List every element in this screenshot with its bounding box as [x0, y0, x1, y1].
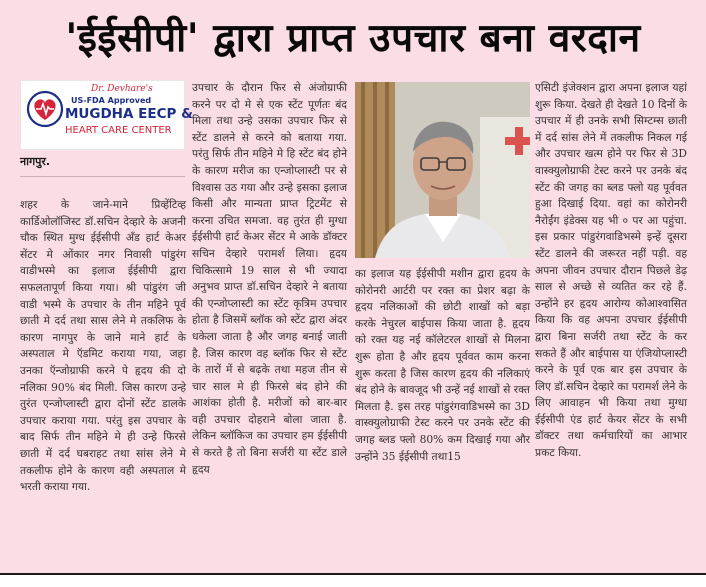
logo-doctor-name: Dr. Devhare's — [91, 84, 153, 94]
article-column-3 — [355, 266, 530, 465]
article-column-2 — [192, 80, 347, 478]
center-logo — [20, 80, 193, 150]
column-3-text: का इलाज यह ईईसीपी मशीन द्वारा हृदय के कोरोनरी आर्टरी पर रक्त का प्रेशर बढ़ा के हृदय नलिकाओं की छोटी शाखों को बड़ा करके नेचुरल बाईपास किया जाता है. हृदय को रक्त यह नई कॉलेटरल शाखों से मिलना शुरू होता है और हृदय पूर्ववत काम करना शुरू करता है जिस कारण हृदय की नलिकाएं बंद होने के बावजूद भी उन्हें नई शाखों से रक्त मिलता है. इस तरह पांडुरंगवाडिभस्मे का 3D वास्क्युलोग्राफी टेस्ट करने पर उनके स्टेंट की जगह ब्लड फ्लो 80% कम दिखाई गया और उन्होंने 35 ईईसीपी तथा15 — [355, 267, 530, 463]
page-footer-strip — [0, 573, 706, 587]
divider — [20, 176, 185, 177]
logo-brand-name: MUGDHA EECP & — [65, 106, 193, 122]
column-2-text: उपचार के दौरान फिर से अंजोग्राफी करने पर दो मे से एक स्टेंट पूर्णतः बंद मिला तथा उन्हे उसका उपचार फिर से स्टेंट डालने से करने को बताया गया. परंतु सिर्फ तीन महिने मे हि स्टेंट बंद होने के कारण मरीज का एन्जोप्लास्टी पर से विश्वास उठ गया और उन्हे इसका इलाज किसी और मान्यता प्राप्त ट्रिटमेंट से करना उचित समजा. वह तुरंत ही मुग्धा ईईसीपी हार्ट केअर सेंटर मे आके डॉक्टर सचिन देव्हारे परामर्श लिया। हृदय चिकित्सामे 19 साल से भी ज्यादा अनुभव प्राप्त डॉ.सचिन देव्हारे ने बताया की एन्जोप्लास्टी का स्टेंट कृत्रिम उपचार होता है जिसमें ब्लॉक को स्टेंट द्वारा अंदर धकेला जाता है और जगह बनाई जाती है. जिस कारण वह ब्लॉक फिर से स्टेंट के तारों में से बढ़के तथा महज तीन से चार साल मे ही फिरसे बंद होने की आशंका होती है. मरीजों को बार-बार वही उपचार दोहराने बोला जाता है. लेकिन ब्लॉकिज का उपचार हम ईईसीपी से करते है तो बिना सर्जरी या स्टेंट डाले हृदय — [192, 81, 347, 476]
heart-pulse-logo-icon — [25, 89, 65, 129]
column-4-text: एसिटी इंजेक्शन द्वारा अपना इलाज यहां शुरू किया. देखते ही देखते 10 दिनों के उपचार में ही उनके सभी सिम्टम्स छाती में दर्द सांस लेने में तकलीफ निकल गई और उपचार खत्म होने पर फिर से 3D वास्क्युलोग्राफी टेस्ट करने पर उनके बंद स्टेंट की जगह का ब्लड फ्लो यह पूर्ववत हुआ दिखाई दिया. वहां का कोरोनरी नैरोईंग इंडेक्स यह भी ० पर आ पहुंचा. इस प्रकार पांडुरंगवाडिभस्मे इन्हें दूसरा स्टेंट डालने की जरूरत नहीं पड़ी. वह अपना जीवन उपचार दौरान पिछले डेढ़ साल से अच्छे से व्यतित कर रहे हैं. उन्होंने हर हृदय आरोग्य कोआश्वासित किया कि वह अपना उपचार ईईसीपी द्वारा बिना सर्जरी तथा स्टेंट के कर सकते हैं और बाईपास या एंजियोप्लास्टी करने के पूर्व एक बार इस उपचार के लिए डॉ.सचिन देव्हारे का परामर्श लेने के लिए आवाहन भी किया तथा मुग्धा ईईसीपी एंड हार्ट केयर सेंटर के सभी डॉक्टर तथा कर्मचारियों का आभार प्रकट किया. — [535, 81, 687, 460]
column-1-text: शहर के जाने-माने प्रिव्हेंटिव्ह कार्डिओलॉजिस्ट डॉ.सचिन देव्हारे के अजनी चौक स्थित मुग्ध ईईसीपी अँड हार्ट केअर सेंटर मे ओंकार नगर निवासी पांडुरंग वाडीभस्मे का इलाज ईईसीपी द्वारा सफलतापूर्ण किया गया। श्री पांडुरंग जी वाडी भस्मे के उपचार के तीन महिने पूर्व छाती मे दर्द तथा सास लेने मे तकलिफ के कारण नागपुर के जाने माने हार्ट के अस्पताल मे ऍडमिट कराया गया, जहा उनका ऍन्जोग्राफी करने पे हृदय की दो नलिका 90% बंद मिली. जिस कारण उन्हे तुरंत एन्जोप्लास्टी द्वारा दोनों स्टेंट डालके उपचार कराया गया. परंतु इस उपचार के बाद सिर्फ तीन महिने मे ही उन्हे फिरसे छाती में दर्द घबराहट तथा सांस लेने मे तकलीफ होने के कारण वही अस्पताल मे भरती कराया गया. — [20, 198, 186, 494]
footer-rule — [0, 573, 706, 575]
logo-approval: US-FDA Approved — [71, 96, 152, 105]
article-column-1 — [20, 197, 186, 496]
logo-brand-subtitle: HEART CARE CENTER — [65, 125, 172, 136]
headline: 'ईईसीपी' द्वारा प्राप्त उपचार बना वरदान — [65, 16, 641, 61]
doctor-portrait-image — [355, 82, 530, 258]
article-column-4 — [535, 80, 687, 462]
dateline-place: नागपुर. — [20, 155, 51, 168]
doctor-photo — [355, 82, 530, 258]
